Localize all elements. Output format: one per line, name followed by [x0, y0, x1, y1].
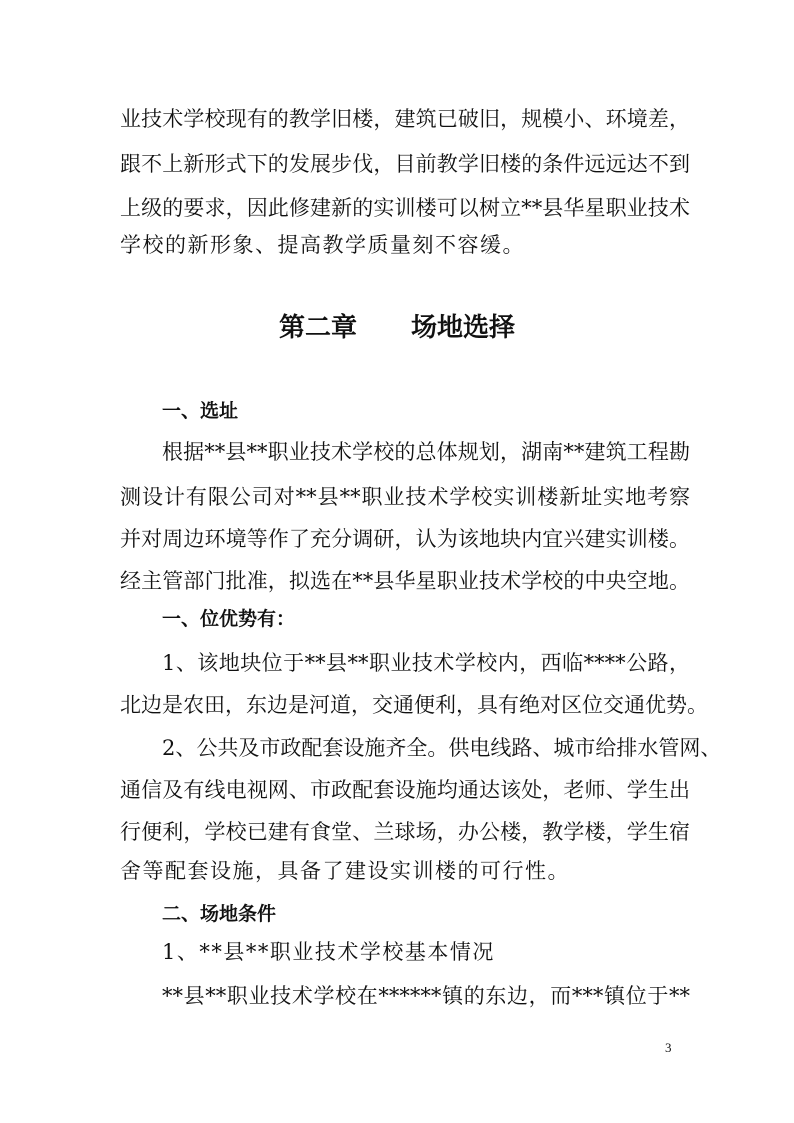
advantage-line-4: 通信及有线电视网、市政配套设施均通达该处，老师、学生出 — [120, 778, 690, 802]
section-heading-site: 一、选址 — [162, 400, 239, 422]
advantage-line-2: 北边是农田，东边是河道，交通便利，具有绝对区位交通优势。 — [120, 693, 708, 717]
intro-line-2: 跟不上新形式下的发展步伐，目前教学旧楼的条件远远达不到 — [120, 152, 690, 176]
intro-line-3: 上级的要求，因此修建新的实训楼可以树立**县华星职业技术 — [120, 196, 690, 220]
advantage-line-5: 行便利，学校已建有食堂、兰球场，办公楼，教学楼，学生宿 — [120, 820, 690, 844]
conditions-line-1: 1、**县**职业技术学校基本情况 — [162, 940, 495, 964]
site-line-2: 测设计有限公司对**县**职业技术学校实训楼新址实地考察 — [120, 485, 690, 509]
site-line-1: 根据**县**职业技术学校的总体规划，湖南**建筑工程勘 — [162, 440, 690, 464]
intro-line-1: 业技术学校现有的教学旧楼，建筑已破旧，规模小、环境差， — [120, 107, 690, 131]
site-line-3: 并对周边环境等作了充分调研，认为该地块内宜兴建实训楼。 — [120, 527, 690, 551]
chapter-number: 第二章 — [278, 313, 357, 343]
page-number: 3 — [665, 1040, 672, 1055]
advantage-line-6: 舍等配套设施，具备了建设实训楼的可行性。 — [120, 859, 570, 883]
chapter-name: 场地选择 — [411, 313, 516, 343]
advantage-line-1: 1、该地块位于**县**职业技术学校内，西临****公路， — [162, 651, 690, 675]
chapter-heading — [0, 311, 794, 345]
intro-line-4: 学校的新形象、提高教学质量刻不容缓。 — [120, 233, 525, 257]
conditions-line-2: **县**职业技术学校在******镇的东边，而***镇位于** — [162, 984, 690, 1008]
section-heading-conditions: 二、场地条件 — [162, 903, 277, 925]
advantage-line-3: 2、公共及市政配套设施齐全。供电线路、城市给排水管网、 — [162, 736, 722, 760]
section-heading-advantages: 一、位优势有： — [162, 608, 296, 630]
site-line-4: 经主管部门批准，拟选在**县华星职业技术学校的中央空地。 — [120, 569, 690, 593]
